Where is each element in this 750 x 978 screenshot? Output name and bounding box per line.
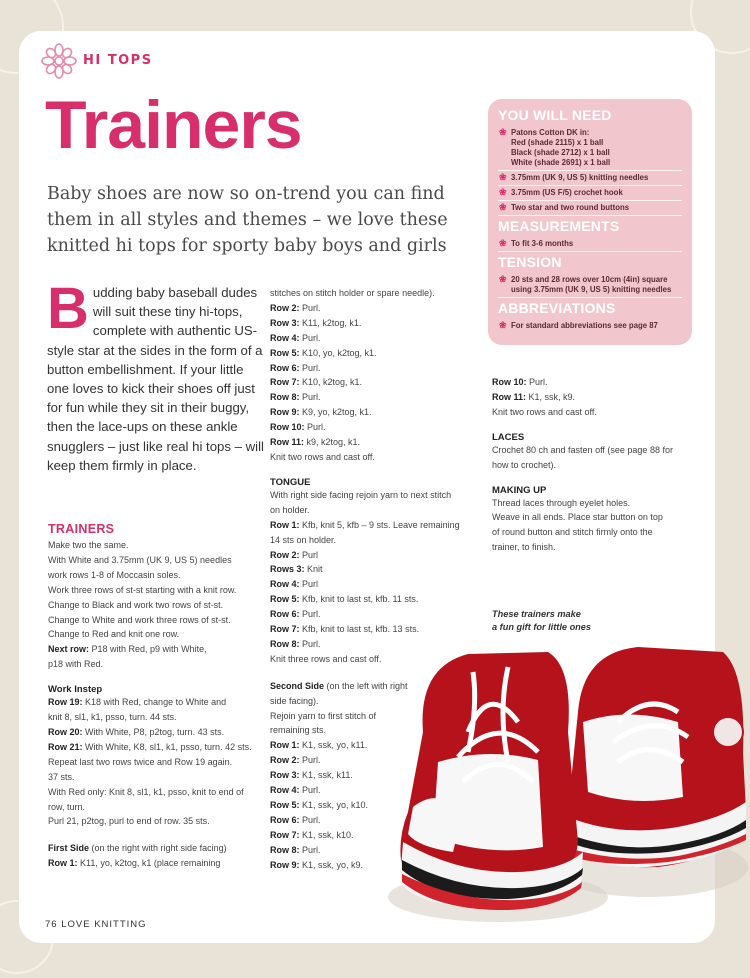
row-label: Row 9:	[270, 407, 300, 418]
instruction-line	[270, 301, 484, 316]
tongue-heading: TONGUE	[270, 476, 311, 488]
row-label: Row 4:	[270, 332, 300, 343]
drop-cap: B	[47, 276, 89, 341]
row-text: K9, yo, k2tog, k1.	[299, 407, 372, 418]
row-label: Row 10:	[270, 422, 305, 433]
row-label: Row 9:	[270, 859, 300, 870]
materials-line: White (shade 2691) x 1 ball	[511, 158, 611, 167]
knitted-trainers-photo	[378, 612, 750, 927]
row-label: Row 2:	[270, 302, 300, 313]
measurements-item	[498, 237, 682, 252]
row-text: With White, K8, sl1, k1, psso, turn. 42 sts.	[82, 741, 252, 752]
instruction-line	[48, 785, 270, 800]
row-label: Row 1:	[270, 519, 300, 530]
instruction-line	[270, 316, 484, 331]
instruction-line	[270, 331, 484, 346]
materials-line: ❀ 3.75mm (UK 9, US 5) knitting needles	[511, 173, 649, 182]
caption-line: These trainers make	[492, 609, 581, 619]
instruction-line: Make two the same.	[48, 540, 129, 550]
measurements-line: ❀ To fit 3-6 months	[511, 239, 574, 248]
row-label: Row 21:	[48, 741, 83, 752]
instruction-line: Thread laces through eyelet holes.	[492, 497, 631, 508]
instruction-line	[270, 533, 484, 548]
row-label: Row 8:	[270, 392, 300, 403]
row-text: 14 sts on holder.	[270, 534, 337, 545]
instruction-line: Change to Black and work two rows of st-st.	[48, 599, 224, 610]
row-text: Purl.	[299, 785, 321, 796]
instruction-line	[270, 286, 484, 301]
row-label: Row 11:	[270, 437, 305, 448]
instruction-line: work rows 1-8 of Moccasin soles.	[48, 569, 181, 580]
row-label: Row 8:	[270, 638, 300, 649]
row-text: Purl	[299, 549, 319, 560]
second-side-rows-cont	[492, 375, 702, 420]
row-text: Knit three rows and cast off.	[270, 653, 382, 664]
tension-item	[498, 273, 682, 298]
instruction-line	[48, 642, 270, 657]
abbreviations-heading: ABBREVIATIONS	[498, 300, 616, 316]
instruction-line: With White and 3.75mm (UK 9, US 5) needles	[48, 554, 232, 565]
row-text: Purl.	[299, 392, 321, 403]
instruction-line: of round button and stitch firmly onto the	[492, 527, 653, 538]
row-text: Rejoin yarn to first stitch of	[270, 710, 377, 721]
instruction-line: trainer, to finish.	[492, 542, 556, 553]
instruction-line	[270, 390, 484, 405]
instruction-line	[492, 375, 702, 390]
row-label: Row 8:	[270, 844, 300, 855]
row-label: Row 6:	[270, 609, 300, 620]
row-text: Purl.	[304, 422, 326, 433]
materials-item	[498, 171, 682, 186]
lead-paragraph	[47, 276, 269, 475]
materials-item	[498, 201, 682, 216]
you-will-need-heading: YOU WILL NEED	[498, 107, 612, 123]
intro-standfirst: Baby shoes are now so on-trend you can find them in all styles and themes – we love these knitted hi tops for sporty baby boys and girls	[47, 184, 448, 256]
row-label: Row 4:	[270, 579, 300, 590]
column-3	[492, 375, 702, 555]
instruction-line: Change to White and work three rows of st-st.	[48, 614, 231, 625]
instruction-line	[270, 503, 484, 518]
instruction-line	[492, 405, 702, 420]
instruction-line	[48, 814, 270, 829]
instruction-line	[270, 420, 484, 435]
materials-line: Red (shade 2115) x 1 ball	[511, 138, 604, 147]
row-label: Row 3:	[270, 317, 300, 328]
instep-heading: Work Instep	[48, 684, 103, 696]
row-text: Purl.	[299, 609, 321, 620]
instruction-line	[270, 592, 484, 607]
instruction-line	[48, 841, 270, 856]
first-side-note: (on the right with right side facing)	[89, 843, 227, 854]
second-side-heading: Second Side	[270, 680, 325, 691]
instruction-line	[270, 577, 484, 592]
row-label: Row 4:	[270, 785, 300, 796]
instruction-line: Crochet 80 ch and fasten off (see page 88 for	[492, 444, 673, 455]
row-label: Row 1:	[48, 858, 78, 869]
row-text: Knit	[304, 564, 323, 575]
materials-item	[498, 126, 682, 171]
row-text: Purl 21, p2tog, purl to end of row. 35 sts.	[48, 816, 210, 827]
row-text: Kfb, knit to last st, kfb. 13 sts.	[299, 624, 420, 635]
tension-heading: TENSION	[498, 254, 562, 270]
instruction-line	[270, 450, 484, 465]
row-text: Repeat last two rows twice and Row 19 again.	[48, 756, 233, 767]
row-label: Row 5:	[270, 594, 300, 605]
column-1	[48, 522, 270, 871]
tension-line: using 3.75mm (UK 9, US 5) knitting needles	[511, 285, 672, 294]
tension-line: ❀ 20 sts and 28 rows over 10cm (4in) square	[511, 275, 668, 284]
row-text: k9, k2tog, k1.	[304, 437, 361, 448]
row-text: knit 8, sl1, k1, psso, turn. 44 sts.	[48, 712, 177, 723]
instruction-line: side facing).	[270, 695, 319, 706]
row-text: K18 with Red, change to White and	[82, 697, 227, 708]
row-text: K1, ssk, k11.	[299, 770, 353, 781]
row-text: K1, ssk, k9.	[526, 391, 576, 402]
materials-line: ❀ Two star and two round buttons	[511, 203, 630, 212]
row-text: With Red only: Knit 8, sl1, k1, psso, knit to end of	[48, 786, 244, 797]
row-label: Rows 3:	[270, 564, 305, 575]
row-label: Row 11:	[492, 391, 527, 402]
row-text: Purl.	[299, 362, 321, 373]
instruction-line	[48, 856, 270, 871]
measurements-heading: MEASUREMENTS	[498, 218, 620, 234]
instruction-line	[48, 770, 270, 785]
page-title: Trainers	[45, 87, 302, 163]
row-text: K1, ssk, yo, k9.	[299, 859, 364, 870]
first-side-rows	[270, 286, 484, 465]
row-text: stitches on stitch holder or spare needle).	[270, 288, 435, 298]
row-text: Purl.	[299, 755, 321, 766]
row-text: K1, ssk, yo, k10.	[299, 800, 369, 810]
instruction-line	[270, 488, 484, 503]
instruction-line	[48, 755, 270, 770]
row-text: Purl.	[299, 332, 321, 343]
instruction-line	[492, 390, 702, 405]
row-label: Row 7:	[270, 829, 300, 840]
materials-item	[498, 186, 682, 201]
row-text: P18 with Red, p9 with White,	[89, 644, 207, 655]
materials-line: ❀ Patons Cotton DK in:	[511, 128, 590, 137]
row-text: Purl.	[299, 302, 321, 313]
instruction-line: how to crochet).	[492, 459, 557, 470]
abbreviations-item	[498, 319, 682, 333]
row-label: Row 5:	[270, 347, 300, 358]
instruction-line	[48, 800, 270, 815]
row-text: Purl.	[299, 844, 321, 855]
row-text: K1, ssk, k10.	[299, 829, 354, 840]
row-label: Row 6:	[270, 814, 300, 825]
row-text: K10, k2tog, k1.	[299, 377, 363, 388]
instruction-line	[270, 518, 484, 533]
page-folio: 76 LOVE KNITTING	[45, 919, 147, 930]
row-text: Purl.	[299, 638, 321, 649]
row-text: Purl	[299, 579, 319, 590]
row-label: Row 7:	[270, 377, 300, 388]
instruction-line	[270, 405, 484, 420]
materials-line: ❀ 3.75mm (US F/5) crochet hook	[511, 188, 623, 197]
row-text: K1, ssk, yo, k11.	[299, 740, 368, 751]
row-text: Purl.	[299, 814, 321, 825]
row-label: Next row:	[48, 644, 90, 655]
instruction-line: Change to Red and knit one row.	[48, 629, 180, 640]
instruction-line	[48, 695, 270, 710]
row-text: Knit two rows and cast off.	[270, 451, 375, 462]
trainers-heading: TRAINERS	[48, 522, 115, 536]
instruction-line: Work three rows of st-st starting with a knit row.	[48, 584, 237, 595]
instruction-line	[270, 361, 484, 376]
row-text: Kfb, knit 5, kfb – 9 sts. Leave remaining	[299, 519, 460, 530]
lead-text: udding baby baseball dudes will suit these tiny hi-tops, complete with authentic US-style star at the sides in the form of a button embellishment. If your little one loves to kick their shoes off just for fun while they sit in their buggy, then the lace-ups on these ankle snugglers – just like real hi tops – will keep them firmly in place.	[47, 285, 264, 473]
row-text: remaining sts.	[270, 725, 327, 736]
materials-line: Black (shade 2712) x 1 ball	[511, 148, 610, 157]
row-label: Row 6:	[270, 362, 300, 373]
instruction-line: p18 with Red.	[48, 659, 104, 670]
instruction-line: Weave in all ends. Place star button on top	[492, 512, 663, 523]
instruction-line	[48, 710, 270, 725]
instruction-line	[48, 725, 270, 740]
flower-icon	[39, 41, 79, 81]
instruction-line	[270, 435, 484, 450]
row-label: Row 19:	[48, 697, 83, 708]
row-label: Row 2:	[270, 549, 300, 560]
row-label: Row 20:	[48, 726, 83, 737]
second-side-note: (on the left with right	[324, 680, 408, 691]
row-label: Row 3:	[270, 770, 300, 781]
caption-line: a fun gift for little ones	[492, 622, 592, 632]
instruction-line	[270, 562, 484, 577]
row-text: Kfb, knit to last st, kfb. 11 sts.	[299, 594, 419, 605]
row-text: With right side facing rejoin yarn to next stitch	[270, 489, 452, 500]
making-up-heading: MAKING UP	[492, 484, 547, 496]
first-side-heading: First Side	[48, 843, 90, 854]
you-will-need-box	[488, 99, 692, 345]
row-text: K11, k2tog, k1.	[299, 317, 362, 328]
instep-rows	[48, 695, 270, 829]
row-label: Row 7:	[270, 624, 300, 635]
instruction-line	[270, 548, 484, 563]
row-label: Row 2:	[270, 755, 300, 766]
row-label: Row 10:	[492, 377, 527, 387]
instruction-line	[48, 740, 270, 755]
row-text: With White, P8, p2tog, turn. 43 sts.	[82, 726, 225, 737]
laces-heading: LACES	[492, 431, 525, 443]
row-text: on holder.	[270, 504, 310, 515]
section-tag: HI TOPS	[83, 53, 153, 68]
row-text: 37 sts.	[48, 771, 75, 782]
row-label: Row 1:	[270, 740, 300, 751]
abbreviations-line: ❀ For standard abbreviations see page 87	[511, 321, 658, 330]
row-text: Purl.	[526, 377, 548, 387]
row-text: K11, yo, k2tog, k1 (place remaining	[77, 858, 221, 869]
instruction-line	[270, 346, 484, 361]
row-text: row, turn.	[48, 801, 86, 812]
instruction-line	[270, 375, 484, 390]
row-text: K10, yo, k2tog, k1.	[299, 347, 377, 358]
row-text: Knit two rows and cast off.	[492, 406, 597, 417]
row-label: Row 5:	[270, 800, 300, 810]
